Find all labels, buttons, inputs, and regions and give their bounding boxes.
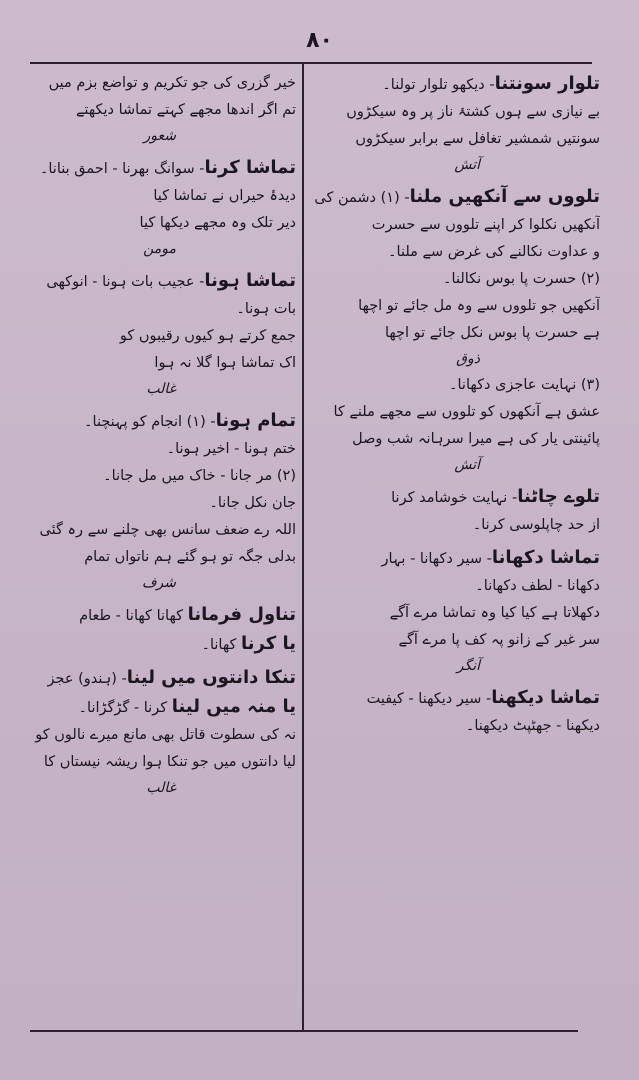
top-rule (30, 62, 592, 64)
entry-line (34, 544, 296, 571)
entry-text: - (۱) انجام کو پہنچنا۔ (84, 414, 216, 430)
headword: تلووں سے آنکھیں ملنا (409, 186, 600, 207)
entry-text: از حد چاپلوسی کرنا۔ (472, 517, 600, 533)
poet-name: ذوق (456, 351, 480, 367)
entry-text: پائینتی یار کی ہے میرا سرہانہ شب وصل (352, 431, 600, 447)
poet-name: آتش (454, 457, 480, 473)
headword: تماشا دکھانا (491, 547, 600, 568)
entry-line (310, 573, 600, 600)
entry-line (310, 293, 600, 320)
entry-line (34, 722, 296, 749)
entry-text: آنکھیں جو تلووں سے وہ مل جائے تو اچھا (358, 298, 600, 314)
headword: تماشا دیکھنا (491, 687, 600, 708)
entry-line (310, 266, 600, 293)
entry-text: - دیکھو تلوار تولنا۔ (382, 77, 495, 93)
entry-line (34, 463, 296, 490)
dictionary-entry (310, 684, 600, 740)
entry-text: ختم ہونا - اخیر ہونا۔ (166, 441, 296, 457)
entry-line (34, 267, 296, 296)
entry-text: جان نکل جانا۔ (209, 495, 296, 511)
poet-name: غالب (146, 780, 176, 796)
entry-line (310, 212, 600, 239)
poet-name: مومن (143, 241, 176, 257)
entry-line (310, 512, 600, 539)
dictionary-entry (34, 70, 296, 149)
headword: یا کرنا (241, 633, 296, 654)
entry-text: - سوانگ بھرنا - احمق بنانا۔ (39, 161, 205, 177)
dictionary-entry (310, 544, 600, 679)
entry-line (34, 323, 296, 350)
dictionary-entry (34, 601, 296, 659)
entry-text: اللہ رے ضعف سانس بھی چلنے سے رہ گئی (39, 522, 296, 538)
left-column (34, 70, 296, 1025)
entry-text: بات ہونا۔ (236, 301, 296, 317)
entry-text: - نہایت خوشامد کرنا (391, 490, 518, 506)
entry-line (34, 154, 296, 183)
bottom-rule (30, 1030, 578, 1032)
entry-line (310, 70, 600, 99)
entry-text: (۲) مر جانا - خاک میں مل جانا۔ (103, 468, 296, 484)
entry-text: کرنا - گڑگڑانا۔ (78, 700, 172, 716)
dictionary-entry (34, 267, 296, 402)
entry-line (310, 183, 600, 212)
dictionary-entry (34, 407, 296, 596)
entry-text: تم اگر اندھا مجھے کہتے تماشا دیکھتے (75, 102, 296, 118)
headword: تمام ہونا (215, 410, 296, 431)
entry-text: لیا دانتوں میں جو تنکا ہوا ریشہ نیستاں کا (43, 754, 296, 770)
entry-text: خیر گزری کی جو تکریم و تواضع بزم میں (48, 75, 296, 91)
entry-line (310, 99, 600, 126)
entry-line (34, 296, 296, 323)
poet-name: غالب (146, 381, 176, 397)
entry-line (310, 544, 600, 573)
entry-line (34, 97, 296, 124)
entry-text: (۳) نہایت عاجزی دکھانا۔ (449, 377, 600, 393)
entry-line (34, 664, 296, 693)
entry-text: اک تماشا ہوا گلا نہ ہوا (154, 355, 296, 371)
entry-line (310, 684, 600, 713)
headword: تماشا کرنا (204, 157, 296, 178)
entry-text: کھانا کھانا - طعام (79, 608, 188, 624)
entry-text: سر غیر کے زانو پہ کف پا مرے آگے (398, 632, 600, 648)
entry-line (310, 372, 600, 399)
entry-text: (۲) حسرت پا بوس نکالنا۔ (443, 271, 600, 287)
entry-line (310, 713, 600, 740)
entry-line (34, 630, 296, 659)
entry-text: بے نیازی سے ہوں کشتۂ ناز پر وہ سیکڑوں (346, 104, 600, 120)
entry-line (34, 183, 296, 210)
entry-text: سونتیں شمشیر تغافل سے برابر سیکڑوں (355, 131, 600, 147)
entry-text: کھانا۔ (201, 637, 242, 653)
entry-text: دیدۂ حیراں نے تماشا کیا (153, 188, 296, 204)
poet-name: آتش (454, 157, 480, 173)
headword: تلوے چاٹنا (517, 486, 600, 507)
entry-text: - (ہندو) عجز (47, 671, 127, 687)
entry-line (310, 483, 600, 512)
entry-text: دیر تلک وہ مجھے دیکھا کیا (139, 215, 296, 231)
entry-line (34, 210, 296, 237)
entry-line (34, 70, 296, 97)
entry-line (310, 627, 600, 654)
entry-line (310, 426, 600, 453)
entry-text: - عجیب بات ہونا - انوکھی (46, 274, 205, 290)
entry-text: و عداوت نکالنے کی غرض سے ملنا۔ (388, 244, 600, 260)
column-divider (302, 62, 304, 1030)
entry-text: - سیر دیکھنا - کیفیت (366, 691, 492, 707)
entry-line (34, 517, 296, 544)
entry-text: دیکھنا - جھٹپٹ دیکھنا۔ (465, 718, 600, 734)
poet-name: شعور (143, 128, 176, 144)
entry-line (34, 601, 296, 630)
entry-text: عشق ہے آنکھوں کو تلووں سے مجھے ملنے کا (333, 404, 600, 420)
headword: یا منہ میں لینا (171, 696, 296, 717)
entry-text: آنکھیں نکلوا کر اپنے تلووں سے حسرت (371, 217, 600, 233)
entry-text: ہے حسرت پا بوس نکل جائے تو اچھا (384, 325, 600, 341)
headword: تنکا دانتوں میں لینا (126, 667, 296, 688)
headword: تناول فرمانا (187, 604, 296, 625)
entry-text: جمع کرتے ہو کیوں رقیبوں کو (119, 328, 296, 344)
entry-line (310, 320, 600, 347)
entry-line (34, 749, 296, 776)
right-column (310, 70, 600, 1025)
poet-name: آنگر (456, 658, 480, 674)
entry-text: بدلی جگہ تو ہو گئے ہم ناتواں تمام (84, 549, 296, 565)
headword: تلوار سونتنا (494, 73, 600, 94)
dictionary-entry (34, 664, 296, 801)
headword: تماشا ہونا (204, 270, 296, 291)
entry-line (34, 490, 296, 517)
dictionary-entry (310, 483, 600, 539)
entry-line (310, 600, 600, 627)
poet-name: شرف (142, 575, 176, 591)
entry-line (310, 399, 600, 426)
entry-line (310, 126, 600, 153)
dictionary-entry (34, 154, 296, 262)
dictionary-entry (310, 183, 600, 478)
entry-line (34, 436, 296, 463)
entry-line (34, 407, 296, 436)
entry-line (34, 693, 296, 722)
entry-line (34, 350, 296, 377)
entry-text: - سیر دکھانا - بہار (381, 551, 492, 567)
dictionary-entry (310, 70, 600, 178)
page-number: ۸۰ (306, 28, 333, 53)
entry-text: دکھلاتا ہے کیا کیا وہ تماشا مرے آگے (389, 605, 600, 621)
entry-text: - (۱) دشمن کی (314, 190, 410, 206)
entry-text: نہ کی سطوت قاتل بھی مانع میرے نالوں کو (35, 727, 296, 743)
entry-text: دکھانا - لطف دکھانا۔ (475, 578, 600, 594)
entry-line (310, 239, 600, 266)
